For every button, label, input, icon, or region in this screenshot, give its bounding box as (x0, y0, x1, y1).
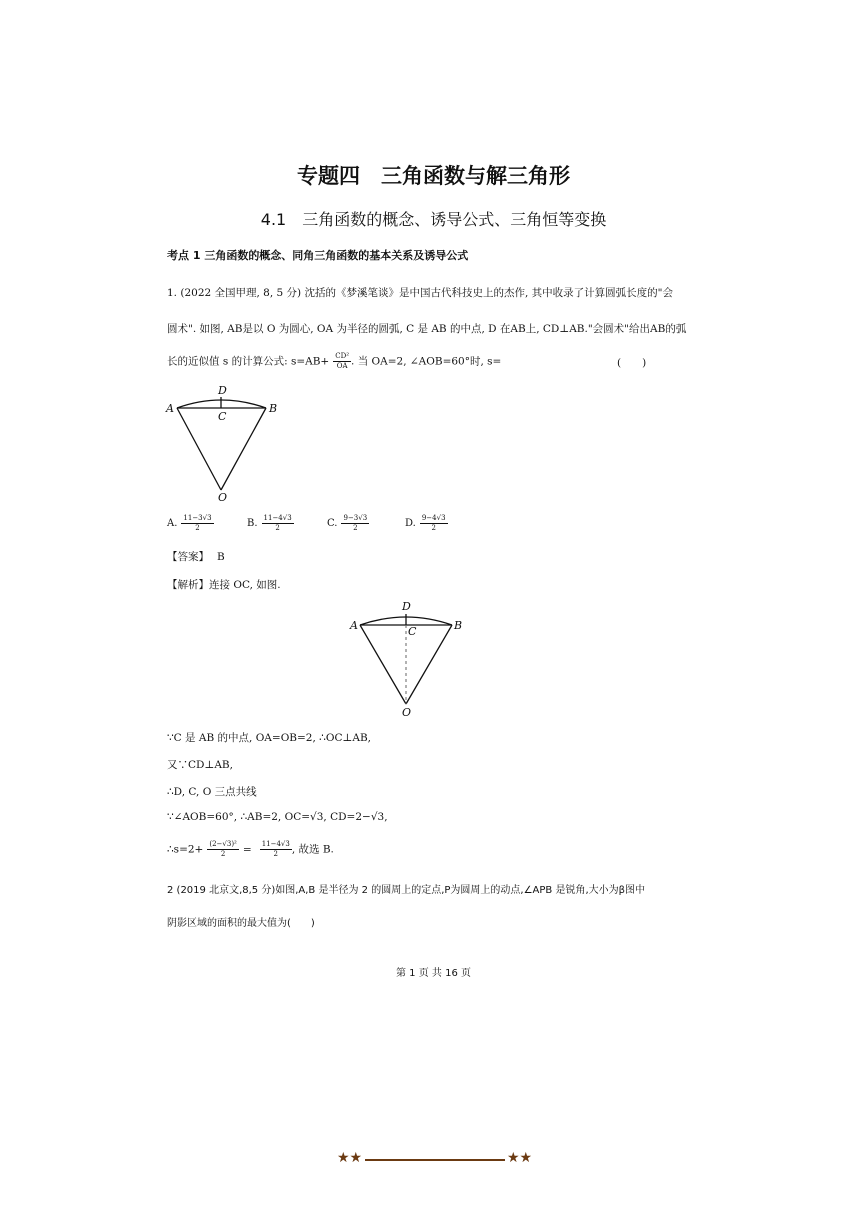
answer-line (167, 549, 225, 564)
footer-decoration (335, 1150, 535, 1170)
step-1: ∵C 是 AB 的中点, OA=OB=2, ∴OC⊥AB, (167, 732, 372, 744)
final-fraction-1-num: (2−√3)² (209, 840, 237, 848)
option-b-denominator: 2 (275, 524, 280, 532)
label-c-2: C (408, 625, 417, 638)
q1-figure (160, 380, 290, 505)
chapter-title: 专题四 三角函数与解三角形 (297, 164, 570, 188)
q1-line-2: 圆术". 如图, AB是以 O 为圆心, OA 为半径的圆弧, C 是 AB 的中点, D 在AB上, CD⊥AB."会圆术"给出AB的弧 (167, 323, 687, 335)
decoration-line (365, 1159, 505, 1161)
option-a-denominator: 2 (195, 524, 200, 532)
topic-heading: 考点 1 三角函数的概念、同角三角函数的基本关系及诱导公式 (167, 249, 469, 262)
final-fraction-1-den: 2 (220, 850, 226, 858)
q1-line-3-start: 长的近似值 s 的计算公式: s=AB+ (167, 355, 330, 368)
analysis-text: 连接 OC, 如图. (209, 579, 281, 591)
final-fraction-1 (207, 840, 239, 859)
option-b-fraction (262, 514, 294, 533)
label-b: B (269, 402, 278, 415)
final-fraction-2-den: 2 (273, 850, 278, 858)
analysis-label: 【解析】 (167, 579, 209, 591)
option-b[interactable] (247, 514, 294, 533)
option-a[interactable] (167, 514, 214, 533)
option-c-numerator: 9−3√3 (343, 514, 368, 522)
step-2: 又∵CD⊥AB, (167, 759, 233, 771)
option-d[interactable] (405, 514, 448, 533)
step-4: ∵∠AOB=60°, ∴AB=2, OC=√3, CD=2−√3, (167, 811, 388, 823)
label-d-2: D (402, 600, 411, 613)
option-c-denominator: 2 (353, 524, 358, 532)
option-a-numerator: 11−3√3 (183, 514, 212, 522)
answer-value: B (217, 551, 225, 563)
section-subtitle: 4.1 三角函数的概念、诱导公式、三角恒等变换 (260, 210, 607, 229)
left-stars-icon: ★★ (337, 1150, 363, 1166)
option-b-letter: B. (247, 518, 258, 529)
q2-line-2: 阴影区域的面积的最大值为( ) (167, 918, 315, 929)
q1-solution-figure (345, 598, 470, 720)
option-c-letter: C. (327, 518, 338, 529)
option-c-fraction (341, 514, 369, 533)
final-start: ∴s=2+ (167, 843, 204, 856)
q1-formula-fraction (333, 352, 351, 371)
label-a-2: A (350, 619, 358, 632)
step-final (167, 840, 334, 859)
final-end: , 故选 B. (291, 843, 334, 856)
final-fraction-2 (260, 840, 292, 859)
radius-oa-2 (360, 625, 406, 704)
label-o: O (218, 491, 228, 504)
option-d-denominator: 2 (431, 524, 436, 532)
label-a: A (166, 402, 174, 415)
label-b-2: B (454, 619, 463, 632)
radius-ob (221, 408, 266, 490)
final-equals: = (242, 843, 252, 856)
right-stars-icon: ★★ (507, 1150, 533, 1166)
q1-formula-numerator: CD² (335, 352, 350, 360)
answer-label: 【答案】 (167, 551, 209, 563)
option-c[interactable] (327, 514, 369, 533)
option-a-fraction (181, 514, 213, 533)
q1-line-3-end: . 当 OA=2, ∠AOB=60°时, s= (351, 355, 502, 368)
label-d: D (218, 384, 227, 397)
option-b-numerator: 11−4√3 (263, 514, 292, 522)
q1-formula-denominator: OA (336, 362, 348, 370)
final-fraction-2-num: 11−4√3 (261, 840, 290, 848)
q1-line-3 (167, 352, 501, 371)
q1-line-1: 1. (2022 全国甲理, 8, 5 分) 沈括的《梦溪笔谈》是中国古代科技史上的杰作, 其中收录了计算圆弧长度的"会 (167, 287, 673, 299)
page-footer: 第 1 页 共 16 页 (396, 968, 471, 979)
option-d-fraction (420, 514, 448, 533)
label-c: C (218, 410, 227, 423)
q1-answer-parentheses: ( ) (617, 357, 647, 369)
option-a-letter: A. (167, 518, 178, 529)
step-3: ∴D, C, O 三点共线 (167, 786, 257, 798)
label-o-2: O (402, 706, 412, 719)
analysis-line (167, 577, 281, 592)
q2-line-1: 2 (2019 北京文,8,5 分)如图,A,B 是半径为 2 的圆周上的定点,P为圆周上的动点,∠APB 是锐角,大小为β图中 (167, 885, 646, 896)
radius-oa (177, 408, 221, 490)
option-d-numerator: 9−4√3 (421, 514, 446, 522)
option-d-letter: D. (405, 518, 416, 529)
